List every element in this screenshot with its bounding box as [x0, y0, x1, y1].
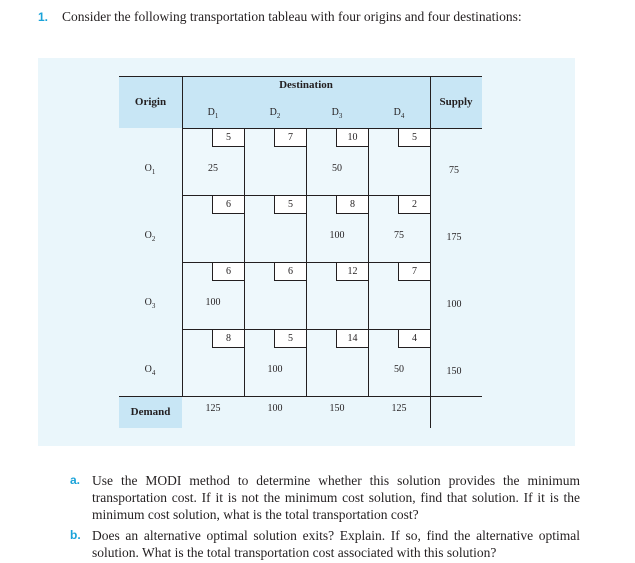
cost-o2-d1: 6: [212, 196, 244, 214]
supply-value-2: 175: [446, 232, 462, 243]
header-bottom-line: [182, 128, 482, 129]
origin-label-1: $O_1$: [144, 163, 156, 176]
allocation-o2-d3: 100: [329, 230, 345, 241]
demand-top-line: [119, 396, 482, 397]
cost-o2-d3: 8: [336, 196, 368, 214]
destination-label-2: $D_2$: [269, 107, 281, 120]
allocation-o1-d1: 25: [208, 163, 218, 174]
allocation-o4-d4: 50: [394, 364, 404, 375]
supply-header: Supply: [430, 76, 482, 128]
cost-o4-d3: 14: [336, 330, 368, 348]
table-top-line: [119, 76, 482, 77]
origin-label-3: $O_3$: [144, 297, 156, 310]
origin-label-2: $O_2$: [144, 230, 156, 243]
cost-o4-d4: 4: [398, 330, 430, 348]
problem-number: 1.: [38, 10, 49, 24]
supply-value-1: 75: [449, 165, 459, 176]
demand-value-4: 125: [391, 403, 407, 414]
origin-column-line: [182, 76, 183, 396]
cost-o1-d3: 10: [336, 129, 368, 147]
cost-o3-d2: 6: [274, 263, 306, 281]
demand-value-1: 125: [205, 403, 221, 414]
problem-statement: [38, 9, 522, 25]
question-a-text: Use the MODI method to determine whether this solution provides the minimum transportation cost. If it is not the minimum cost solution, find that solution. If it is the minimum cost solution, what is the total transportation cost?: [92, 473, 580, 522]
demand-value-3: 150: [329, 403, 345, 414]
column-divider-2: [306, 128, 307, 396]
supply-column-line: [430, 76, 431, 428]
origin-label-4: $O_4$: [144, 364, 156, 377]
cost-o3-d3: 12: [336, 263, 368, 281]
cost-o4-d1: 8: [212, 330, 244, 348]
question-a-label: a.: [70, 473, 81, 487]
destination-label-3: $D_3$: [331, 107, 343, 120]
cost-o1-d4: 5: [398, 129, 430, 147]
supply-value-3: 100: [446, 299, 462, 310]
question-a: [70, 472, 580, 523]
cost-o4-d2: 5: [274, 330, 306, 348]
column-divider-1: [244, 128, 245, 396]
question-b-label: b.: [70, 528, 81, 542]
allocation-o1-d3: 50: [332, 163, 342, 174]
allocation-o3-d1: 100: [205, 297, 221, 308]
demand-header: Demand: [119, 396, 182, 428]
cost-o1-d2: 7: [274, 129, 306, 147]
destination-label-1: $D_1$: [207, 107, 219, 120]
question-b-text: Does an alternative optimal solution exits? Explain. If so, find the alternative optimal solution. What is the total transportation cost associated with this solution?: [92, 528, 580, 560]
cost-o3-d1: 6: [212, 263, 244, 281]
destination-header: Destination: [182, 76, 430, 128]
demand-value-2: 100: [267, 403, 283, 414]
allocation-o4-d2: 100: [267, 364, 283, 375]
origin-header: Origin: [119, 76, 182, 128]
supply-value-4: 150: [446, 366, 462, 377]
cost-o2-d4: 2: [398, 196, 430, 214]
destination-label-4: $D_4$: [393, 107, 405, 120]
problem-text: Consider the following transportation tableau with four origins and four destinations:: [62, 9, 522, 24]
cost-o2-d2: 5: [274, 196, 306, 214]
cost-o1-d1: 5: [212, 129, 244, 147]
question-b: [70, 527, 580, 561]
column-divider-3: [368, 128, 369, 396]
allocation-o2-d4: 75: [394, 230, 404, 241]
cost-o3-d4: 7: [398, 263, 430, 281]
